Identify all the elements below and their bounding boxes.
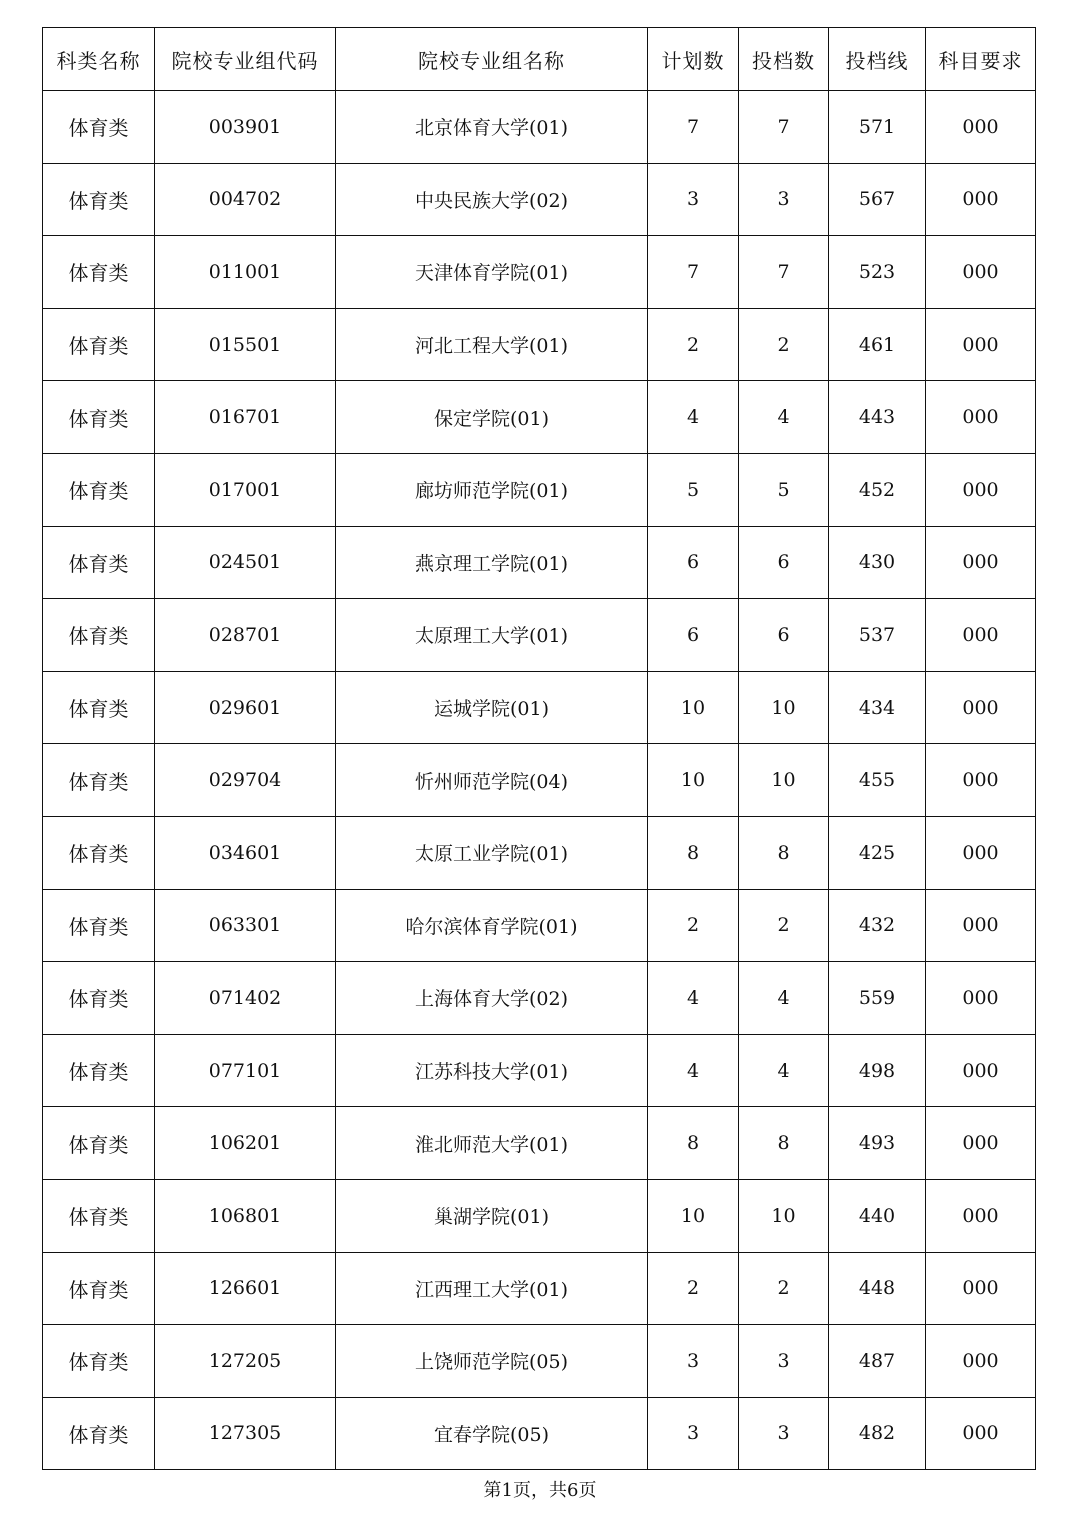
cell-filed-count: 8 xyxy=(739,1107,829,1180)
table-row xyxy=(43,381,1036,454)
cell-subject-requirement: 000 xyxy=(926,236,1036,309)
cell-group-name: 上饶师范学院(05) xyxy=(336,1325,648,1398)
cell-cutoff-score: 461 xyxy=(829,308,926,381)
cell-filed-count: 5 xyxy=(739,453,829,526)
cell-plan-count: 5 xyxy=(648,453,739,526)
header-cutoff-score: 投档线 xyxy=(829,28,926,91)
cell-plan-count: 10 xyxy=(648,744,739,817)
table-row xyxy=(43,163,1036,236)
cell-cutoff-score: 443 xyxy=(829,381,926,454)
cell-subject-requirement: 000 xyxy=(926,671,1036,744)
cell-group-name: 燕京理工学院(01) xyxy=(336,526,648,599)
cell-group-name: 中央民族大学(02) xyxy=(336,163,648,236)
cell-group-code: 077101 xyxy=(155,1034,336,1107)
cell-group-name: 巢湖学院(01) xyxy=(336,1179,648,1252)
cell-plan-count: 2 xyxy=(648,308,739,381)
cell-group-name: 北京体育大学(01) xyxy=(336,91,648,164)
cell-subject-requirement: 000 xyxy=(926,1397,1036,1470)
cell-group-name: 太原理工大学(01) xyxy=(336,599,648,672)
cell-cutoff-score: 434 xyxy=(829,671,926,744)
cell-category: 体育类 xyxy=(43,1107,155,1180)
cell-cutoff-score: 482 xyxy=(829,1397,926,1470)
page-footer: 第1页，共6页 xyxy=(483,1480,597,1501)
cell-plan-count: 7 xyxy=(648,91,739,164)
cell-subject-requirement: 000 xyxy=(926,816,1036,889)
cell-cutoff-score: 432 xyxy=(829,889,926,962)
cell-filed-count: 3 xyxy=(739,163,829,236)
table-row xyxy=(43,308,1036,381)
cell-filed-count: 2 xyxy=(739,1252,829,1325)
cell-filed-count: 6 xyxy=(739,599,829,672)
cell-subject-requirement: 000 xyxy=(926,1179,1036,1252)
table-row xyxy=(43,671,1036,744)
cell-plan-count: 6 xyxy=(648,526,739,599)
cell-cutoff-score: 448 xyxy=(829,1252,926,1325)
table-row xyxy=(43,962,1036,1035)
cell-filed-count: 7 xyxy=(739,91,829,164)
table-row xyxy=(43,91,1036,164)
cell-group-code: 016701 xyxy=(155,381,336,454)
cell-plan-count: 3 xyxy=(648,163,739,236)
table-row xyxy=(43,889,1036,962)
cell-category: 体育类 xyxy=(43,526,155,599)
cell-category: 体育类 xyxy=(43,744,155,817)
cell-group-code: 004702 xyxy=(155,163,336,236)
table-row xyxy=(43,816,1036,889)
header-filed-count: 投档数 xyxy=(739,28,829,91)
table-row xyxy=(43,236,1036,309)
cell-group-name: 天津体育学院(01) xyxy=(336,236,648,309)
cell-plan-count: 7 xyxy=(648,236,739,309)
table-row xyxy=(43,744,1036,817)
cell-subject-requirement: 000 xyxy=(926,744,1036,817)
cell-category: 体育类 xyxy=(43,1179,155,1252)
cell-subject-requirement: 000 xyxy=(926,526,1036,599)
cell-group-code: 071402 xyxy=(155,962,336,1035)
cell-category: 体育类 xyxy=(43,816,155,889)
table-header-row xyxy=(43,28,1036,91)
cell-category: 体育类 xyxy=(43,1397,155,1470)
cell-group-name: 河北工程大学(01) xyxy=(336,308,648,381)
cell-subject-requirement: 000 xyxy=(926,163,1036,236)
cell-cutoff-score: 567 xyxy=(829,163,926,236)
table-row xyxy=(43,526,1036,599)
cell-category: 体育类 xyxy=(43,599,155,672)
header-group-name: 院校专业组名称 xyxy=(336,28,648,91)
cell-group-code: 015501 xyxy=(155,308,336,381)
cell-plan-count: 4 xyxy=(648,381,739,454)
cell-group-code: 017001 xyxy=(155,453,336,526)
cell-plan-count: 3 xyxy=(648,1325,739,1398)
cell-cutoff-score: 487 xyxy=(829,1325,926,1398)
header-category: 科类名称 xyxy=(43,28,155,91)
cell-group-name: 宜春学院(05) xyxy=(336,1397,648,1470)
cell-category: 体育类 xyxy=(43,962,155,1035)
cell-filed-count: 10 xyxy=(739,1179,829,1252)
cell-filed-count: 6 xyxy=(739,526,829,599)
cell-group-code: 127205 xyxy=(155,1325,336,1398)
cell-group-name: 廊坊师范学院(01) xyxy=(336,453,648,526)
cell-category: 体育类 xyxy=(43,236,155,309)
cell-category: 体育类 xyxy=(43,1252,155,1325)
cell-category: 体育类 xyxy=(43,453,155,526)
cell-group-code: 011001 xyxy=(155,236,336,309)
cell-category: 体育类 xyxy=(43,1325,155,1398)
cell-cutoff-score: 425 xyxy=(829,816,926,889)
cell-category: 体育类 xyxy=(43,889,155,962)
cell-cutoff-score: 455 xyxy=(829,744,926,817)
cell-category: 体育类 xyxy=(43,91,155,164)
cell-plan-count: 4 xyxy=(648,962,739,1035)
table-row xyxy=(43,1325,1036,1398)
cell-cutoff-score: 523 xyxy=(829,236,926,309)
cell-subject-requirement: 000 xyxy=(926,1034,1036,1107)
table-row xyxy=(43,1107,1036,1180)
cell-subject-requirement: 000 xyxy=(926,889,1036,962)
cell-plan-count: 2 xyxy=(648,889,739,962)
cell-subject-requirement: 000 xyxy=(926,599,1036,672)
cell-subject-requirement: 000 xyxy=(926,1107,1036,1180)
cell-plan-count: 8 xyxy=(648,816,739,889)
cell-group-name: 哈尔滨体育学院(01) xyxy=(336,889,648,962)
cell-group-code: 028701 xyxy=(155,599,336,672)
cell-filed-count: 10 xyxy=(739,671,829,744)
cell-cutoff-score: 571 xyxy=(829,91,926,164)
cell-group-code: 034601 xyxy=(155,816,336,889)
table-row xyxy=(43,1034,1036,1107)
table-row xyxy=(43,453,1036,526)
cell-group-name: 江西理工大学(01) xyxy=(336,1252,648,1325)
admission-score-table xyxy=(42,27,1036,1470)
cell-group-code: 106801 xyxy=(155,1179,336,1252)
cell-group-code: 029601 xyxy=(155,671,336,744)
cell-cutoff-score: 430 xyxy=(829,526,926,599)
cell-subject-requirement: 000 xyxy=(926,962,1036,1035)
cell-group-name: 忻州师范学院(04) xyxy=(336,744,648,817)
cell-plan-count: 10 xyxy=(648,671,739,744)
cell-group-code: 024501 xyxy=(155,526,336,599)
cell-group-name: 运城学院(01) xyxy=(336,671,648,744)
table-row xyxy=(43,1397,1036,1470)
cell-group-name: 淮北师范大学(01) xyxy=(336,1107,648,1180)
cell-subject-requirement: 000 xyxy=(926,1252,1036,1325)
cell-subject-requirement: 000 xyxy=(926,308,1036,381)
header-subject-requirement: 科目要求 xyxy=(926,28,1036,91)
cell-cutoff-score: 452 xyxy=(829,453,926,526)
table-row xyxy=(43,1179,1036,1252)
cell-filed-count: 4 xyxy=(739,962,829,1035)
cell-plan-count: 3 xyxy=(648,1397,739,1470)
cell-group-name: 太原工业学院(01) xyxy=(336,816,648,889)
cell-subject-requirement: 000 xyxy=(926,453,1036,526)
cell-filed-count: 3 xyxy=(739,1325,829,1398)
cell-group-code: 029704 xyxy=(155,744,336,817)
table-row xyxy=(43,599,1036,672)
cell-cutoff-score: 537 xyxy=(829,599,926,672)
cell-group-name: 上海体育大学(02) xyxy=(336,962,648,1035)
cell-category: 体育类 xyxy=(43,1034,155,1107)
cell-plan-count: 2 xyxy=(648,1252,739,1325)
header-group-code: 院校专业组代码 xyxy=(155,28,336,91)
cell-filed-count: 7 xyxy=(739,236,829,309)
cell-filed-count: 2 xyxy=(739,308,829,381)
cell-filed-count: 4 xyxy=(739,1034,829,1107)
cell-subject-requirement: 000 xyxy=(926,91,1036,164)
cell-group-name: 江苏科技大学(01) xyxy=(336,1034,648,1107)
cell-filed-count: 2 xyxy=(739,889,829,962)
cell-group-code: 106201 xyxy=(155,1107,336,1180)
cell-cutoff-score: 559 xyxy=(829,962,926,1035)
cell-group-code: 127305 xyxy=(155,1397,336,1470)
cell-group-name: 保定学院(01) xyxy=(336,381,648,454)
cell-group-code: 126601 xyxy=(155,1252,336,1325)
cell-filed-count: 4 xyxy=(739,381,829,454)
cell-plan-count: 4 xyxy=(648,1034,739,1107)
table-row xyxy=(43,1252,1036,1325)
cell-category: 体育类 xyxy=(43,381,155,454)
cell-subject-requirement: 000 xyxy=(926,381,1036,454)
cell-filed-count: 8 xyxy=(739,816,829,889)
cell-cutoff-score: 440 xyxy=(829,1179,926,1252)
cell-cutoff-score: 493 xyxy=(829,1107,926,1180)
cell-cutoff-score: 498 xyxy=(829,1034,926,1107)
table-body xyxy=(43,91,1036,1470)
cell-category: 体育类 xyxy=(43,671,155,744)
cell-plan-count: 6 xyxy=(648,599,739,672)
header-plan-count: 计划数 xyxy=(648,28,739,91)
cell-group-code: 063301 xyxy=(155,889,336,962)
cell-plan-count: 8 xyxy=(648,1107,739,1180)
cell-group-code: 003901 xyxy=(155,91,336,164)
cell-filed-count: 10 xyxy=(739,744,829,817)
cell-filed-count: 3 xyxy=(739,1397,829,1470)
cell-category: 体育类 xyxy=(43,308,155,381)
cell-subject-requirement: 000 xyxy=(926,1325,1036,1398)
cell-category: 体育类 xyxy=(43,163,155,236)
cell-plan-count: 10 xyxy=(648,1179,739,1252)
